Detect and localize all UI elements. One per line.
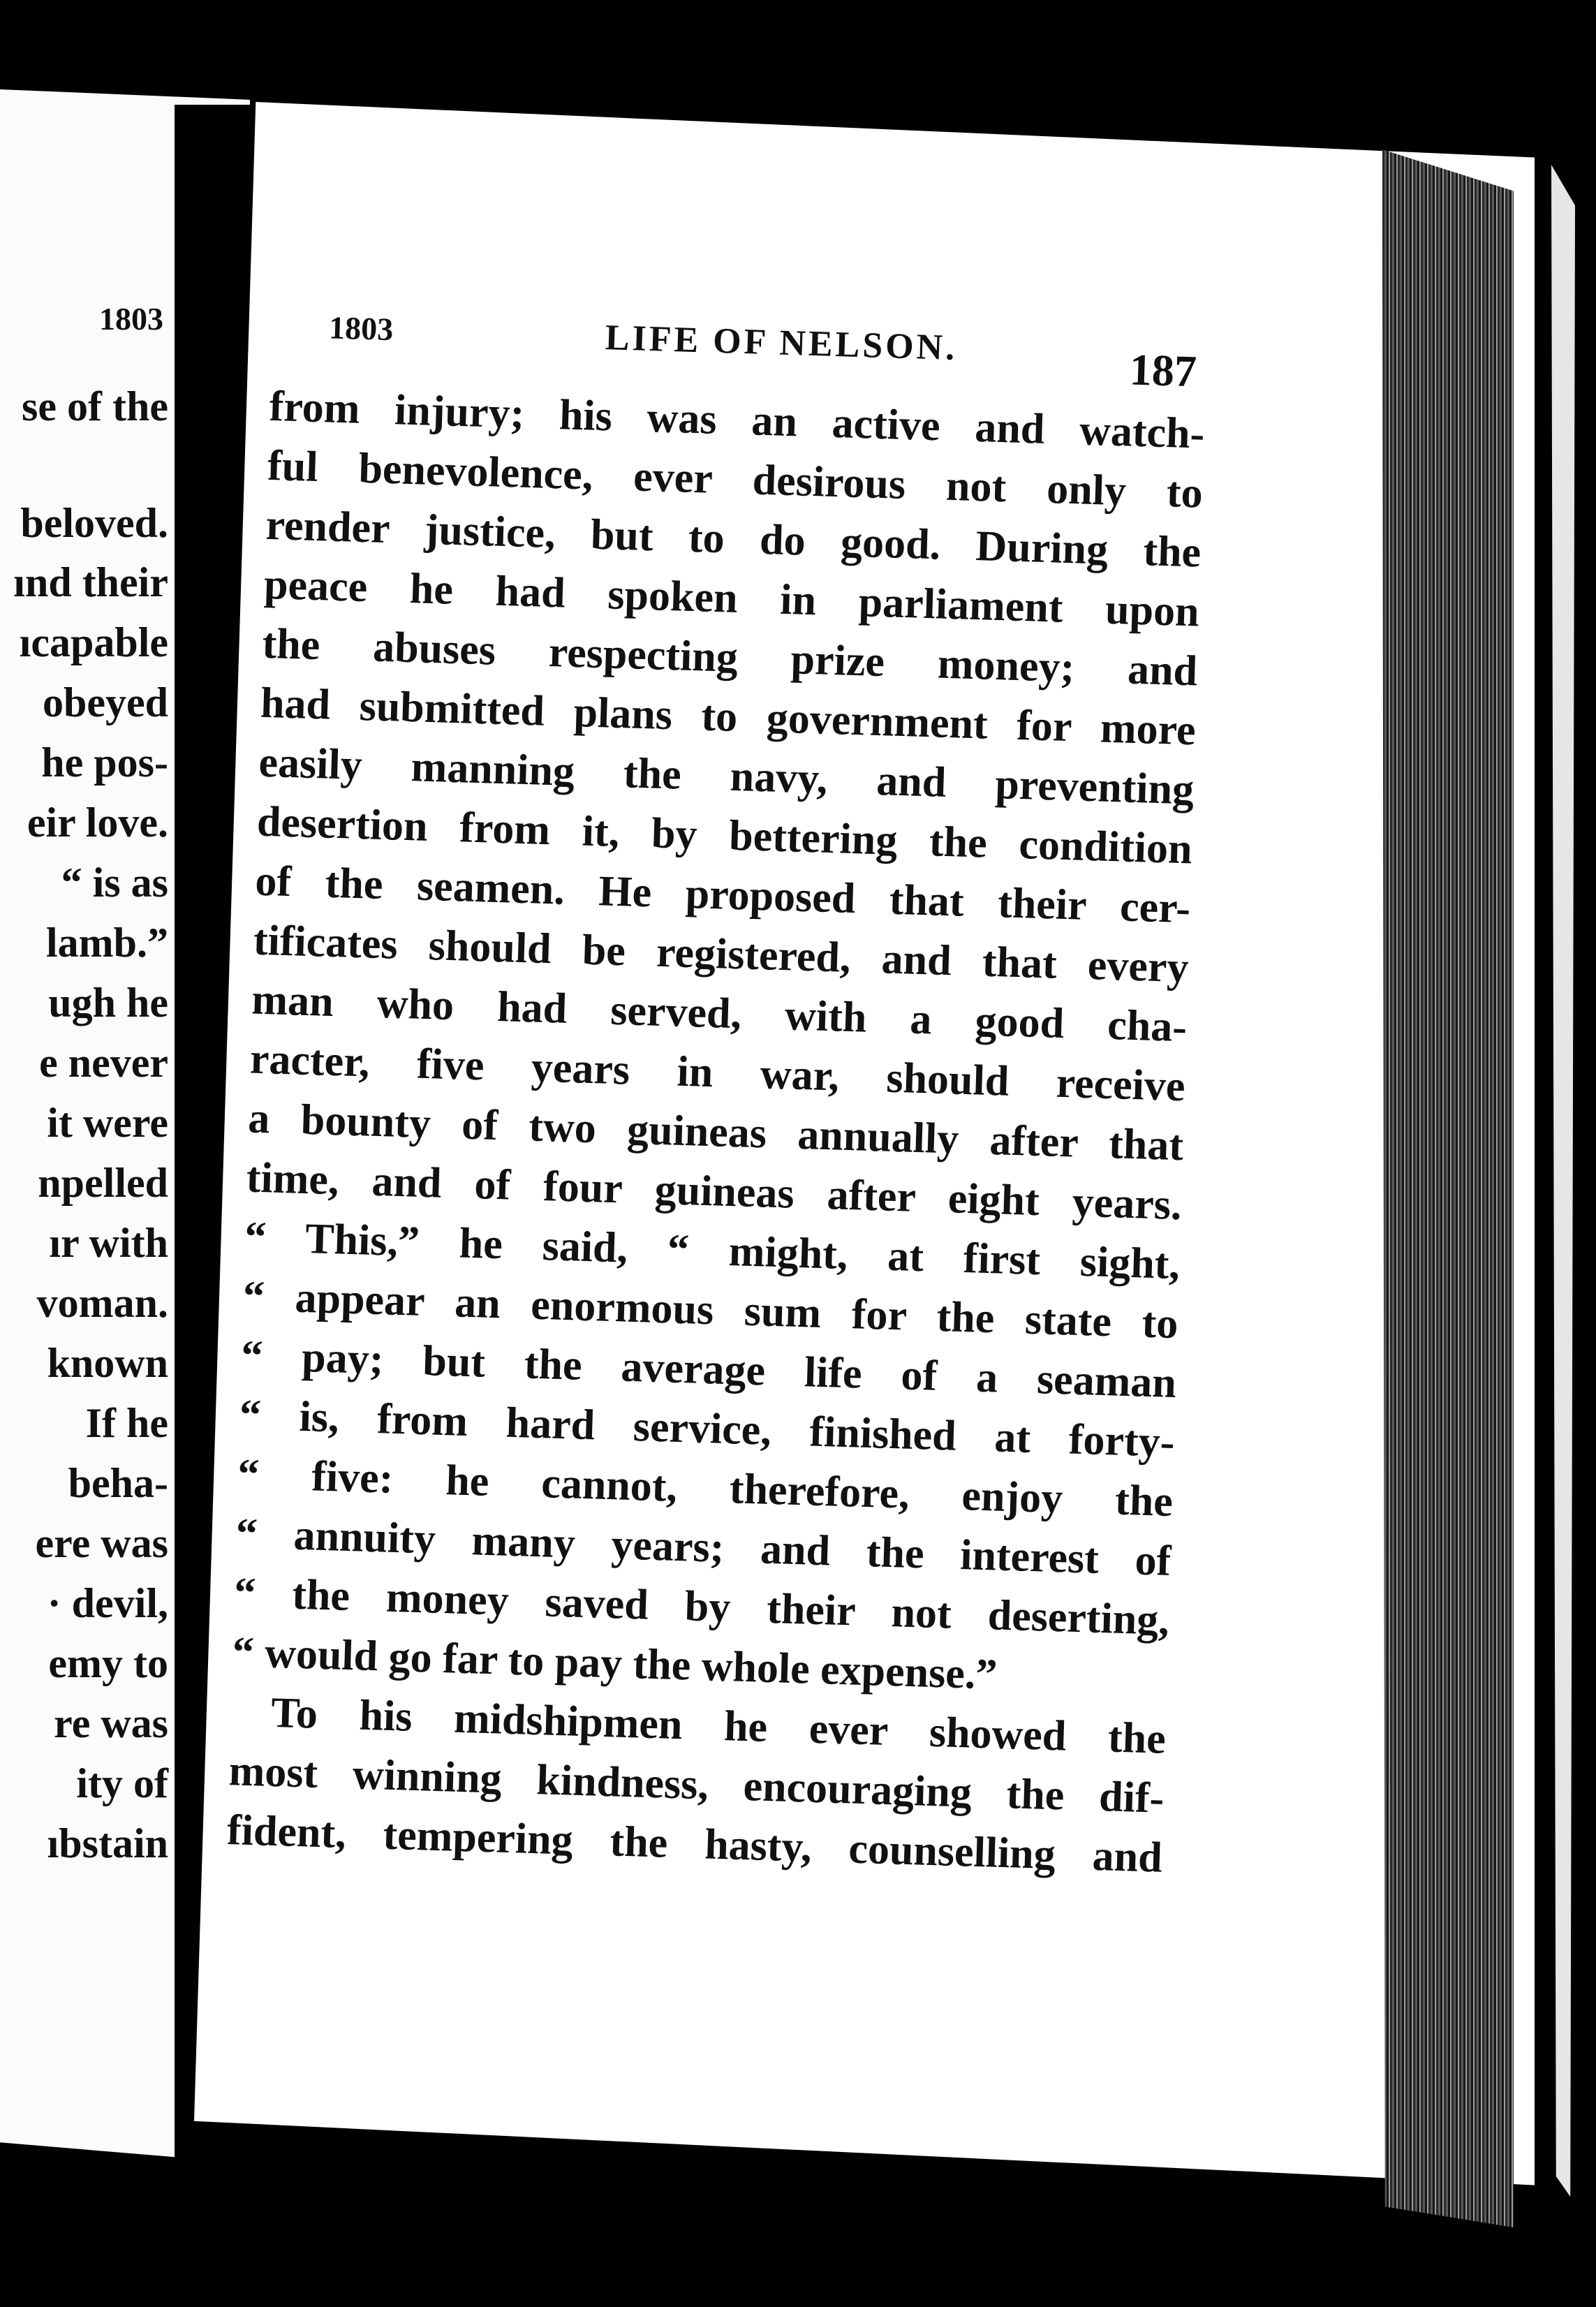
header-year: 1803 xyxy=(328,309,394,348)
left-page-line: beha- xyxy=(68,1460,168,1506)
text-line: a bounty of two guineas annually after that xyxy=(247,1094,1184,1170)
left-page-year: 1803 xyxy=(99,301,163,337)
left-page-line: eir love. xyxy=(27,799,168,846)
running-title: LIFE OF NELSON. xyxy=(605,318,959,369)
left-page-line: e never xyxy=(39,1040,168,1086)
text-line: “ would go far to pay the whole expense.” xyxy=(231,1628,998,1699)
left-page-line: se of the xyxy=(22,383,168,429)
text-line: from injury; his was an active and watch- xyxy=(268,382,1206,458)
text-line: had submitted plans to government for more xyxy=(260,679,1197,755)
text-line: “ appear an enormous sum for the state to xyxy=(242,1272,1179,1348)
text-line: the abuses respecting prize money; and xyxy=(261,619,1199,695)
left-page-line: npelled xyxy=(38,1160,168,1206)
left-page-line: known xyxy=(47,1340,168,1386)
text-line: “ This,” he said, “ might, at first sight, xyxy=(244,1213,1181,1289)
left-page-line: lamb.” xyxy=(45,920,168,966)
left-page-line: re was xyxy=(54,1700,168,1746)
text-line: “ the money saved by their not deserting, xyxy=(233,1569,1170,1644)
left-page-line: ere was xyxy=(35,1520,168,1566)
left-page-text xyxy=(0,0,171,2307)
right-page-text xyxy=(226,307,1207,1888)
text-line: time, and of four guineas after eight years. xyxy=(245,1154,1183,1230)
left-page-line: · devil, xyxy=(47,1580,168,1626)
left-page-line: emy to xyxy=(48,1640,168,1686)
text-line: desertion from it, by bettering the condition xyxy=(256,797,1193,874)
left-page-line: ınd their xyxy=(13,559,168,605)
left-page-line: If he xyxy=(85,1400,168,1446)
left-page-line: “ is as xyxy=(61,860,168,906)
left-page-line: beloved. xyxy=(20,500,168,546)
text-line: most winning kindness, encouraging the dif- xyxy=(228,1747,1165,1822)
left-page-line: voman. xyxy=(36,1280,168,1326)
text-line: “ annuity many years; and the interest of xyxy=(235,1510,1172,1585)
left-page-line: ugh he xyxy=(48,980,168,1026)
back-cover-edge xyxy=(1551,165,1575,2197)
text-line: “ pay; but the average life of a seaman xyxy=(240,1332,1177,1408)
text-line: render justice, but to do good. During the xyxy=(265,501,1202,577)
left-page-line: he pos- xyxy=(41,739,168,786)
text-line: “ is, from hard service, finished at forty- xyxy=(238,1391,1176,1467)
page-edges xyxy=(1377,149,1514,2227)
left-page-line: ır with xyxy=(49,1220,168,1266)
left-page-line: ıcapable xyxy=(19,619,168,665)
text-line: peace he had spoken in parliament upon xyxy=(263,560,1200,636)
left-page-line: ity of xyxy=(76,1760,168,1806)
text-line: fident, tempering the hasty, counselling and xyxy=(226,1806,1163,1882)
text-line: ful benevolence, ever desirous not only to xyxy=(267,441,1204,517)
left-page-line: obeyed xyxy=(43,679,168,725)
page-number: 187 xyxy=(1128,344,1197,397)
text-line: tificates should be registered, and that every xyxy=(253,916,1190,992)
text-line: man who had served, with a good cha- xyxy=(251,975,1188,1052)
text-line: To his midshipmen he ever showed the xyxy=(270,1688,1167,1763)
text-line: racter, five years in war, should receive xyxy=(249,1035,1186,1111)
text-line: “ five: he cannot, therefore, enjoy the xyxy=(237,1450,1174,1526)
left-page-line: ıbstain xyxy=(47,1820,168,1866)
left-page-line: it were xyxy=(47,1100,168,1146)
text-line: of the seamen. He proposed that their cer- xyxy=(254,857,1192,933)
text-line: easily manning the navy, and preventing xyxy=(258,738,1195,814)
